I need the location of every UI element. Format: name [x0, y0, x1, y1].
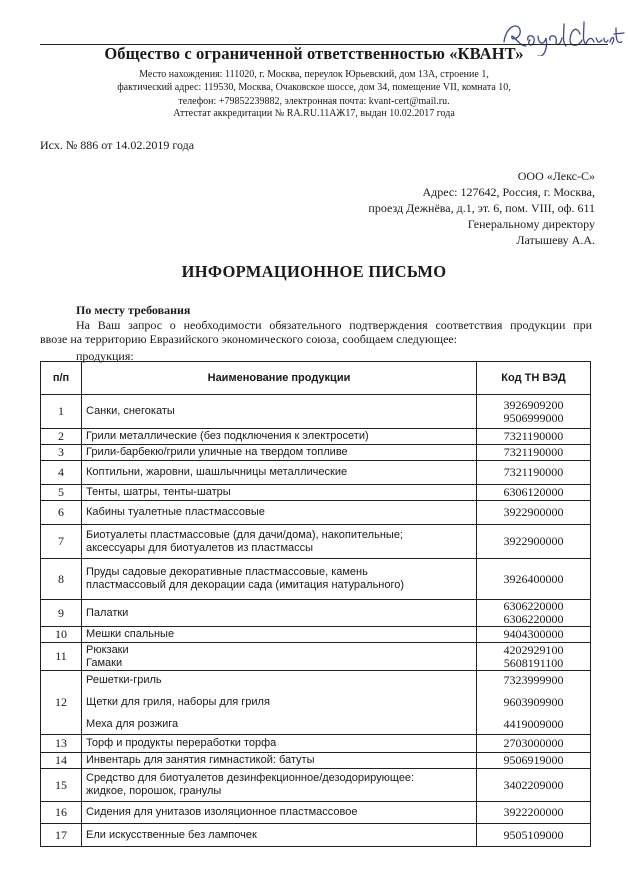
tnved-code: 3922900000	[503, 534, 564, 548]
product-name: Биотуалеты пластмассовые (для дачи/дома), накопительные;	[86, 528, 403, 541]
product-name: Пруды садовые декоративные пластмассовые, камень	[86, 566, 368, 578]
table-row	[41, 627, 591, 643]
table-row	[41, 525, 591, 559]
body-text-line: На Ваш запрос о необходимости обязательного подтверждения соответствия продукции при	[76, 318, 592, 332]
row-number: 6	[41, 501, 82, 525]
tnved-code-cell	[477, 643, 591, 671]
product-name-cell	[82, 802, 477, 824]
tnved-code: 3922900000	[503, 505, 564, 519]
table-row	[41, 824, 591, 847]
row-number: 10	[41, 627, 82, 643]
product-name-cell	[82, 627, 477, 643]
row-number: 15	[41, 769, 82, 802]
table-row	[41, 643, 591, 671]
tnved-code-cell	[477, 769, 591, 802]
tnved-code-cell	[477, 802, 591, 824]
row-number: 11	[41, 643, 82, 671]
product-name: Палатки	[86, 606, 129, 619]
product-name: Коптильни, жаровни, шашлычницы металлические	[86, 466, 348, 478]
row-number: 5	[41, 485, 82, 501]
product-name: Тенты, шатры, тенты-шатры	[86, 486, 231, 498]
product-name-cell	[82, 525, 477, 559]
tnved-code: 7321190000	[503, 465, 564, 479]
products-table	[40, 361, 591, 847]
table-row	[41, 600, 591, 627]
table-row	[41, 802, 591, 824]
column-header-product-name: Наименование продукции	[82, 362, 477, 395]
product-name-cell	[82, 824, 477, 847]
tnved-code-cell	[477, 559, 591, 600]
tnved-code-cell	[477, 485, 591, 501]
product-name: Сидения для унитазов изоляционное пластмассовое	[86, 806, 358, 818]
row-number: 14	[41, 753, 82, 769]
product-name: Мешки спальные	[86, 628, 175, 640]
table-row	[41, 769, 591, 802]
addressee-company: ООО «Лекс-С»	[517, 169, 595, 183]
product-name: Ели искусственные без лампочек	[86, 828, 257, 841]
tnved-code-cell	[477, 600, 591, 627]
tnved-code: 7321190000	[503, 429, 564, 443]
tnved-code-cell	[477, 429, 591, 445]
tnved-code: 3402209000	[503, 777, 564, 792]
product-name-cell	[82, 445, 477, 461]
product-name-cell	[82, 559, 477, 600]
product-name-cell	[82, 485, 477, 501]
table-row	[41, 501, 591, 525]
table-row	[41, 395, 591, 429]
tnved-code-cell	[477, 395, 591, 429]
row-number: 9	[41, 600, 82, 627]
product-name-cell	[82, 429, 477, 445]
column-header-number: п/п	[41, 362, 82, 395]
tnved-code: 5608191100	[503, 655, 564, 670]
organization-name: Общество с ограниченной ответственностью «КВАНТ»	[104, 44, 524, 63]
tnved-code: 9506999000	[503, 410, 564, 425]
tnved-code: 9404300000	[503, 627, 564, 641]
tnved-code: 3926909200	[503, 397, 564, 412]
product-name: Рюкзаки	[86, 643, 129, 656]
table-row	[41, 445, 591, 461]
recipient-note: По месту требования	[76, 303, 191, 317]
row-number: 1	[41, 395, 82, 429]
tnved-code: 9603909900	[503, 695, 564, 709]
table-row	[41, 461, 591, 485]
org-actual-address: фактический адрес: 119530, Москва, Очаковское шоссе, дом 34, помещение VII, комната 10,	[117, 82, 511, 93]
body-text-line: ввозе на территорию Евразийского экономического союза, сообщаем следующее:	[40, 332, 458, 346]
product-name-cell	[82, 461, 477, 485]
product-name: Щетки для гриля, наборы для гриля	[86, 696, 270, 708]
row-number: 8	[41, 559, 82, 600]
tnved-code-cell	[477, 824, 591, 847]
row-number: 16	[41, 802, 82, 824]
tnved-code: 3922200000	[503, 805, 564, 819]
addressee-address-line: Адрес: 127642, Россия, г. Москва,	[422, 185, 595, 199]
product-name: Инвентарь для занятия гимнастикой: батуты	[86, 754, 315, 766]
table-row	[41, 671, 591, 735]
product-name-cell	[82, 600, 477, 627]
table-row	[41, 429, 591, 445]
table-header-row	[41, 362, 591, 395]
tnved-code: 3926400000	[503, 571, 564, 586]
tnved-code-cell	[477, 627, 591, 643]
table-row	[41, 735, 591, 753]
tnved-code: 7321190000	[503, 445, 564, 459]
row-number: 17	[41, 824, 82, 847]
product-name-cell	[82, 769, 477, 802]
addressee-position: Генеральному директору	[467, 217, 595, 231]
product-name: Кабины туалетные пластмассовые	[86, 506, 265, 518]
product-name: Грили-барбекю/грили уличные на твердом топливе	[86, 446, 348, 458]
addressee-address-line: проезд Дежнёва, д.1, эт. 6, пом. VIII, оф. 611	[368, 201, 595, 215]
tnved-code-cell	[477, 501, 591, 525]
tnved-code: 6306120000	[503, 485, 564, 499]
tnved-code: 2703000000	[503, 736, 564, 750]
tnved-code: 4202929100	[503, 642, 564, 657]
product-name-cell	[82, 395, 477, 429]
tnved-code-cell	[477, 461, 591, 485]
row-number: 7	[41, 525, 82, 559]
tnved-code-cell	[477, 735, 591, 753]
document-title: ИНФОРМАЦИОННОЕ ПИСЬМО	[181, 262, 447, 281]
product-name: Торф и продукты переработки торфа	[86, 737, 277, 749]
product-name-cell	[82, 671, 477, 735]
tnved-code: 9506919000	[503, 753, 564, 767]
product-name-cell	[82, 753, 477, 769]
tnved-code-cell	[477, 671, 591, 735]
tnved-code-cell	[477, 525, 591, 559]
outgoing-reference: Исх. № 886 от 14.02.2019 года	[40, 138, 195, 152]
row-number: 4	[41, 461, 82, 485]
tnved-code: 6306220000 6306220000	[503, 599, 564, 626]
tnved-code: 7323999900	[503, 673, 564, 687]
product-name-cell	[82, 735, 477, 753]
product-name-cell	[82, 501, 477, 525]
row-number: 13	[41, 735, 82, 753]
org-contacts: телефон: +79852239882, электронная почта: kvant-cert@mail.ru.	[178, 96, 450, 107]
org-accreditation: Аттестат аккредитации № RA.RU.11АЖ17, выдан 10.02.2017 года	[173, 108, 455, 119]
table-row	[41, 559, 591, 600]
product-name: пластмассовый для декорации сада (имитация натурального)	[86, 579, 405, 591]
products-table-body	[41, 395, 591, 847]
table-row	[41, 753, 591, 769]
tnved-code: 9505109000	[503, 827, 564, 842]
product-name: Санки, снегокаты	[86, 405, 175, 417]
body-text-line: продукция:	[76, 349, 134, 363]
product-name: жидкое, порошок, гранулы	[86, 785, 222, 797]
addressee-person: Латышеву А.А.	[516, 233, 595, 247]
tnved-code: 4419009000	[503, 717, 564, 731]
product-name: Решетки-гриль	[86, 674, 162, 686]
tnved-code-cell	[477, 445, 591, 461]
product-name: Гамаки	[86, 656, 123, 669]
product-name: Меха для розжига	[86, 718, 179, 730]
org-location: Место нахождения: 111020, г. Москва, переулок Юрьевский, дом 13А, строение 1,	[139, 69, 489, 80]
row-number: 12	[41, 671, 82, 735]
table-row	[41, 485, 591, 501]
row-number: 2	[41, 429, 82, 445]
product-name: Грили металлические (без подключения к электросети)	[86, 430, 369, 442]
row-number: 3	[41, 445, 82, 461]
column-header-tnved-code: Код ТН ВЭД	[477, 362, 591, 395]
product-name: аксессуары для биотуалетов из пластмассы	[86, 541, 314, 554]
tnved-code-cell	[477, 753, 591, 769]
product-name-cell	[82, 643, 477, 671]
product-name: Средство для биотуалетов дезинфекционное/дезодорирующее:	[86, 772, 415, 784]
